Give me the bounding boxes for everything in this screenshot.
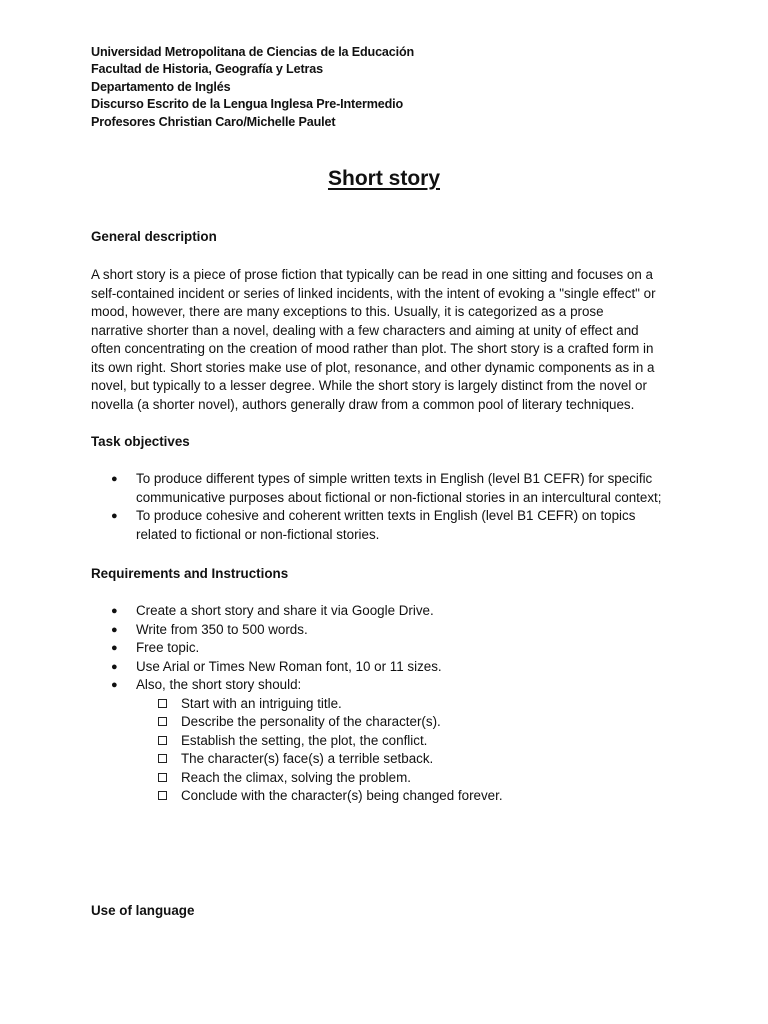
checkbox-icon xyxy=(158,773,167,782)
bullet-icon: ● xyxy=(111,605,118,617)
header-line-faculty: Facultad de Historia, Geografía y Letras xyxy=(91,62,323,77)
checklist-item xyxy=(91,750,503,769)
list-item xyxy=(91,602,503,621)
list-item xyxy=(91,507,661,544)
institution-header xyxy=(91,44,414,131)
checklist-item xyxy=(91,769,503,788)
checkbox-icon xyxy=(158,699,167,708)
paragraph-line: self-contained incident or series of linked incidents, with the intent of evoking a "single effect" or xyxy=(91,285,656,301)
bullet-icon: ● xyxy=(111,623,118,636)
bullet-icon: ● xyxy=(111,660,118,673)
checklist-item xyxy=(91,787,503,806)
list-item-line: To produce cohesive and coherent written texts in English (level B1 CEFR) on topics xyxy=(136,508,636,523)
list-item-line: related to fictional or non-fictional stories. xyxy=(136,526,380,542)
use-of-language-heading: Use of language xyxy=(91,903,195,918)
checklist-item xyxy=(91,695,503,714)
task-objectives-list xyxy=(91,470,661,544)
list-item xyxy=(91,658,503,677)
header-line-university: Universidad Metropolitana de Ciencias de la Educación xyxy=(91,45,415,59)
requirements-heading: Requirements and Instructions xyxy=(91,566,289,581)
list-item-text: Use Arial or Times New Roman font, 10 or 11 sizes. xyxy=(136,658,442,674)
checklist-item-text: The character(s) face(s) a terrible setback. xyxy=(181,751,434,766)
bullet-icon: ● xyxy=(111,679,118,691)
list-item-line: To produce different types of simple written texts in English (level B1 CEFR) for specific xyxy=(136,471,653,486)
checklist-item-text: Describe the personality of the character(s). xyxy=(181,714,441,729)
checklist-item-text: Reach the climax, solving the problem. xyxy=(181,769,411,785)
header-line-department: Departamento de Inglés xyxy=(91,79,231,94)
list-item-line: communicative purposes about fictional or non-fictional stories in an intercultural context; xyxy=(136,489,662,505)
paragraph-line: A short story is a piece of prose fiction that typically can be read in one sitting and focuses on a xyxy=(91,267,653,282)
bullet-icon: ● xyxy=(111,473,118,485)
list-item-text: Create a short story and share it via Google Drive. xyxy=(136,603,434,618)
paragraph-line: novel, but typically to a lesser degree. While the short story is largely distinct from the novel or xyxy=(91,378,647,393)
task-objectives-heading: Task objectives xyxy=(91,434,190,449)
list-item-text: Write from 350 to 500 words. xyxy=(136,621,308,637)
checkbox-icon xyxy=(158,717,167,726)
paragraph-line: its own right. Short stories make use of plot, resonance, and other dynamic components as in a xyxy=(91,359,655,375)
checkbox-icon xyxy=(158,736,167,745)
bullet-icon: ● xyxy=(111,510,118,522)
header-line-professors: Profesores Christian Caro/Michelle Paulet xyxy=(91,114,336,129)
general-description-heading: General description xyxy=(91,229,217,244)
checklist-item-text: Conclude with the character(s) being changed forever. xyxy=(181,788,503,803)
checklist-item xyxy=(91,713,503,732)
requirements-list xyxy=(91,602,503,806)
list-item xyxy=(91,470,661,507)
paragraph-line: narrative shorter than a novel, dealing with a few characters and aiming at unity of effect and xyxy=(91,322,639,338)
checkbox-icon xyxy=(158,754,167,763)
list-item xyxy=(91,639,503,658)
paragraph-line: often concentrating on the creation of mood rather than plot. The short story is a crafted form in xyxy=(91,341,654,356)
list-item-text: Also, the short story should: xyxy=(136,677,302,692)
paragraph-line: mood, however, there are many exceptions to this. Usually, it is categorized as a prose xyxy=(91,304,604,319)
list-item xyxy=(91,676,503,695)
document-title: Short story xyxy=(327,167,440,190)
bullet-icon: ● xyxy=(111,642,118,654)
list-item xyxy=(91,621,503,640)
header-line-course: Discurso Escrito de la Lengua Inglesa Pre-Intermedio xyxy=(91,97,404,112)
checklist-item-text: Start with an intriguing title. xyxy=(181,695,342,711)
paragraph-line: novella (a shorter novel), authors generally draw from a common pool of literary techniques. xyxy=(91,396,635,412)
checkbox-icon xyxy=(158,791,167,800)
list-item-text: Free topic. xyxy=(136,640,200,655)
general-description-paragraph xyxy=(91,266,691,414)
checklist-item-text: Establish the setting, the plot, the conflict. xyxy=(181,732,428,748)
checklist-item xyxy=(91,732,503,751)
